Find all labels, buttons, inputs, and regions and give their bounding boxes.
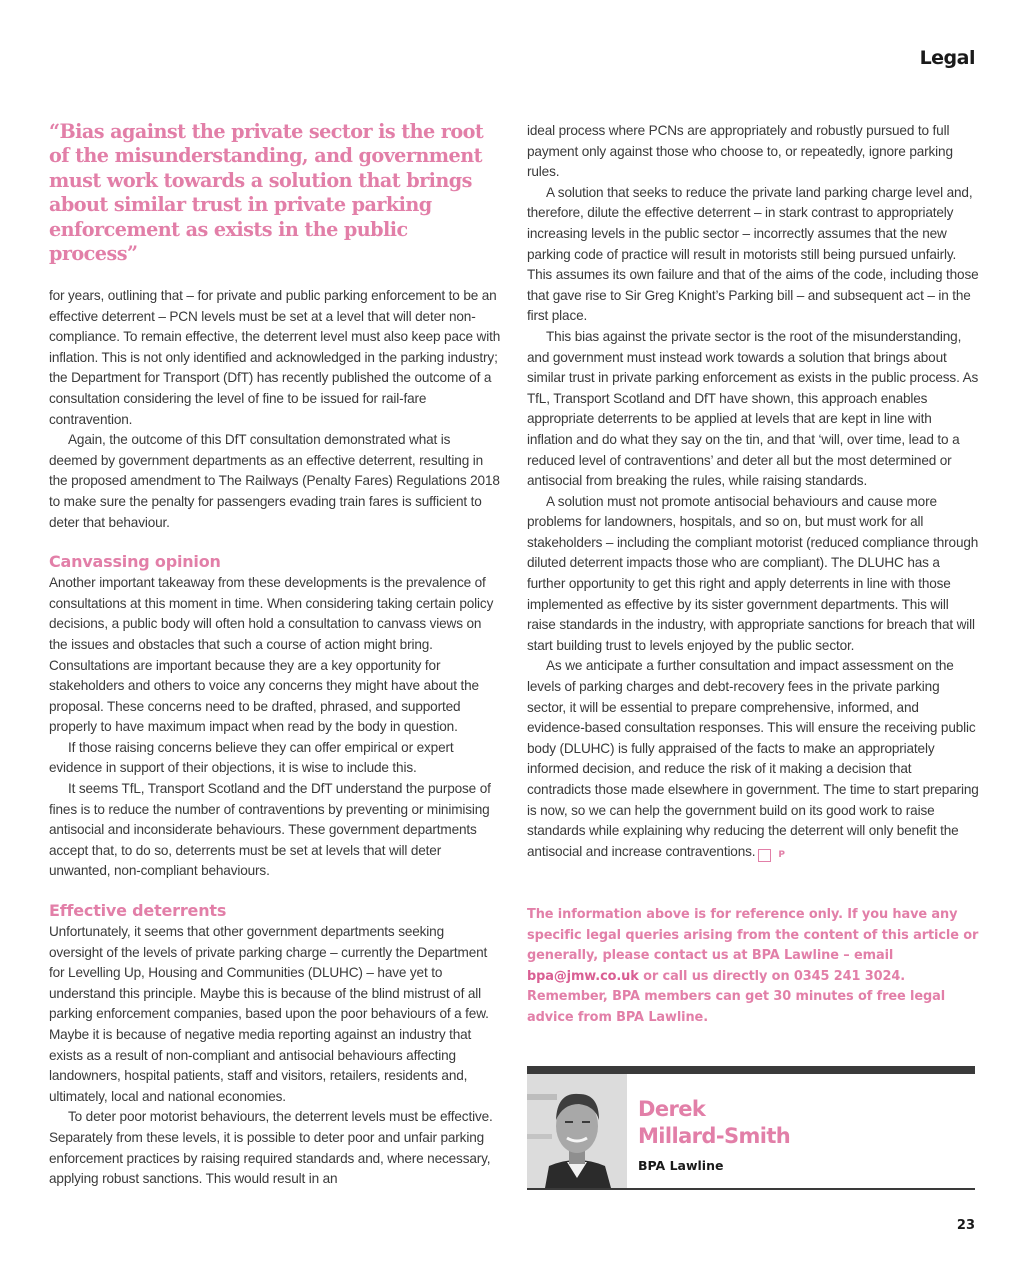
paragraph: A solution must not promote antisocial behaviours and cause more problems for landowners, hospitals, and so on, but must work for all stakeholders – including the compliant motorist (reduced compliance through diluted deterrent impacts those who are compliant). The DLUHC has a further opportunity to get this right and apply deterrents in line with those implemented as effective by its sister government departments. This will raise standards in the industry, with appropriate sanctions for breach that will start building trust to levels enjoyed by the public sector. [527, 493, 979, 653]
paragraph: If those raising concerns believe they can offer empirical or expert evidence in support of their objections, it is wise to include this. [49, 739, 454, 776]
paragraph: A solution that seeks to reduce the private land parking charge level and, therefore, dilute the effective deterrent – in stark contrast to appropriately increasing levels in the public sector – incorrectly assumes that the new parking code of practice will result in motorists still being pursued unfairly. This assumes its own failure and that of the aims of the code, including those that gave rise to Sir Greg Knight’s Parking bill – and subsequent act – in the first place. [527, 184, 979, 324]
author-portrait-icon [527, 1074, 627, 1188]
author-name [638, 1096, 938, 1150]
paragraph: It seems TfL, Transport Scotland and the DfT understand the purpose of fines is to reduce the number of contraventions by preventing or minimising antisocial and inconsiderate behaviours. These government departments accept that, to do so, deterrents must be set at levels that will deter unwanted, non-compliant behaviours. [49, 781, 491, 879]
left-column [49, 286, 501, 1190]
paragraph: To deter poor motorist behaviours, the deterrent levels must be effective. Separately from these levels, it is possible to deter poor and unfair parking enforcement practices by raising required standards and, where necessary, applying robust sanctions. This would result in an [49, 1109, 493, 1187]
subheading-canvassing-opinion: Canvassing opinion [49, 552, 221, 572]
subheading-effective-deterrents: Effective deterrents [49, 901, 227, 921]
author-role: BPA Lawline [638, 1158, 724, 1173]
disclaimer-text: or call us directly on 0345 241 3024. Remember, BPA members can get 30 minutes of free legal advice from BPA Lawline. [527, 968, 946, 1025]
email-link[interactable]: bpa@jmw.co.uk [527, 968, 639, 984]
author-last-name: Millard-Smith [638, 1124, 791, 1148]
paragraph: Again, the outcome of this DfT consultation demonstrated what is deemed by government departments as an effective deterrent, resulting in the proposed amendment to The Railways (Penalty Fares) Regulations 2018 to make sure the penalty for passengers evading train fares is sufficient to deter that behaviour. [49, 432, 500, 530]
right-column [527, 121, 979, 862]
paragraph: ideal process where PCNs are appropriately and robustly pursued to full payment only against those who choose to, or repeatedly, ignore parking rules. [527, 123, 953, 180]
author-first-name: Derek [638, 1097, 706, 1121]
parking-end-mark-icon: P [758, 849, 771, 862]
author-photo [527, 1074, 627, 1188]
legal-disclaimer [527, 905, 982, 1029]
page-number: 23 [956, 1218, 975, 1233]
paragraph-final [527, 656, 979, 862]
author-byline [527, 1066, 975, 1190]
pull-quote: “Bias against the private sector is the root of the misunderstanding, and government must work towards a solution that brings about similar trust in private parking enforcement as exists in the public process” [49, 120, 484, 266]
paragraph: This bias against the private sector is the root of the misunderstanding, and government must instead work towards a solution that brings about similar trust in private parking enforcement as exists in the public process. As TfL, Transport Scotland and DfT have shown, this approach enables appropriate deterrents to be applied at levels that are kept in line with inflation and do what they say on the tin, and that ‘will, over time, lead to a reduced level of contraventions’ and deter all but the most determined or antisocial from breaking the rules, while raising standards. [527, 328, 979, 489]
section-label: Legal [919, 47, 975, 69]
paragraph: for years, outlining that – for private and public parking enforcement to be an effective deterrent – PCN levels must be set at a level that will deter non-compliance. To remain effective, the deterrent level must also keep pace with inflation. This is not only identified and acknowledged in the parking industry; the Department for Transport (DfT) has recently published the outcome of a consultation considering the level of fine to be issued for rail-fare contravention. [49, 288, 501, 427]
disclaimer-text: The information above is for reference only. If you have any specific legal queries arising from the content of this article or generally, please contact us at BPA Lawline – email [527, 907, 979, 964]
paragraph-text: As we anticipate a further consultation and impact assessment on the levels of parking charges and debt-recovery fees in the private parking sector, it will be essential to prepare comprehensive, informed, and evidence-based consultation responses. This will ensure the receiving public body (DLUHC) is fully appraised of the facts to make an appropriately informed decision, and reduce the risk of it making a decision that contradicts those made elsewhere in government. The time to start preparing is now, so we can help the government build on its good work to raise standards while explaining why reducing the deterrent will only benefit the antisocial and increase contraventions. [527, 658, 979, 859]
paragraph: Another important takeaway from these developments is the prevalence of consultations at this moment in time. When considering taking certain policy decisions, a public body will often hold a consultation to canvass views on the issues and obstacles that such a course of action might bring. Consultations are important because they are a key opportunity for stakeholders and others to voice any concerns they might have about the proposal. These concerns need to be drafted, phrased, and supported properly to have maximum impact when read by the body in question. [49, 575, 494, 735]
paragraph: Unfortunately, it seems that other government departments seeking oversight of the levels of private parking charge – currently the Department for Levelling Up, Housing and Communities (DLUHC) – have yet to understand this principle. Maybe this is because of the blind mistrust of all parking enforcement companies, based upon the poor behaviours of a few. Maybe it is because of negative media reporting against an industry that exists as a result of non-compliant and antisocial behaviours affecting landowners, hospital patients, staff and visitors, retailers, residents and, ultimately, local and national economies. [49, 924, 489, 1104]
